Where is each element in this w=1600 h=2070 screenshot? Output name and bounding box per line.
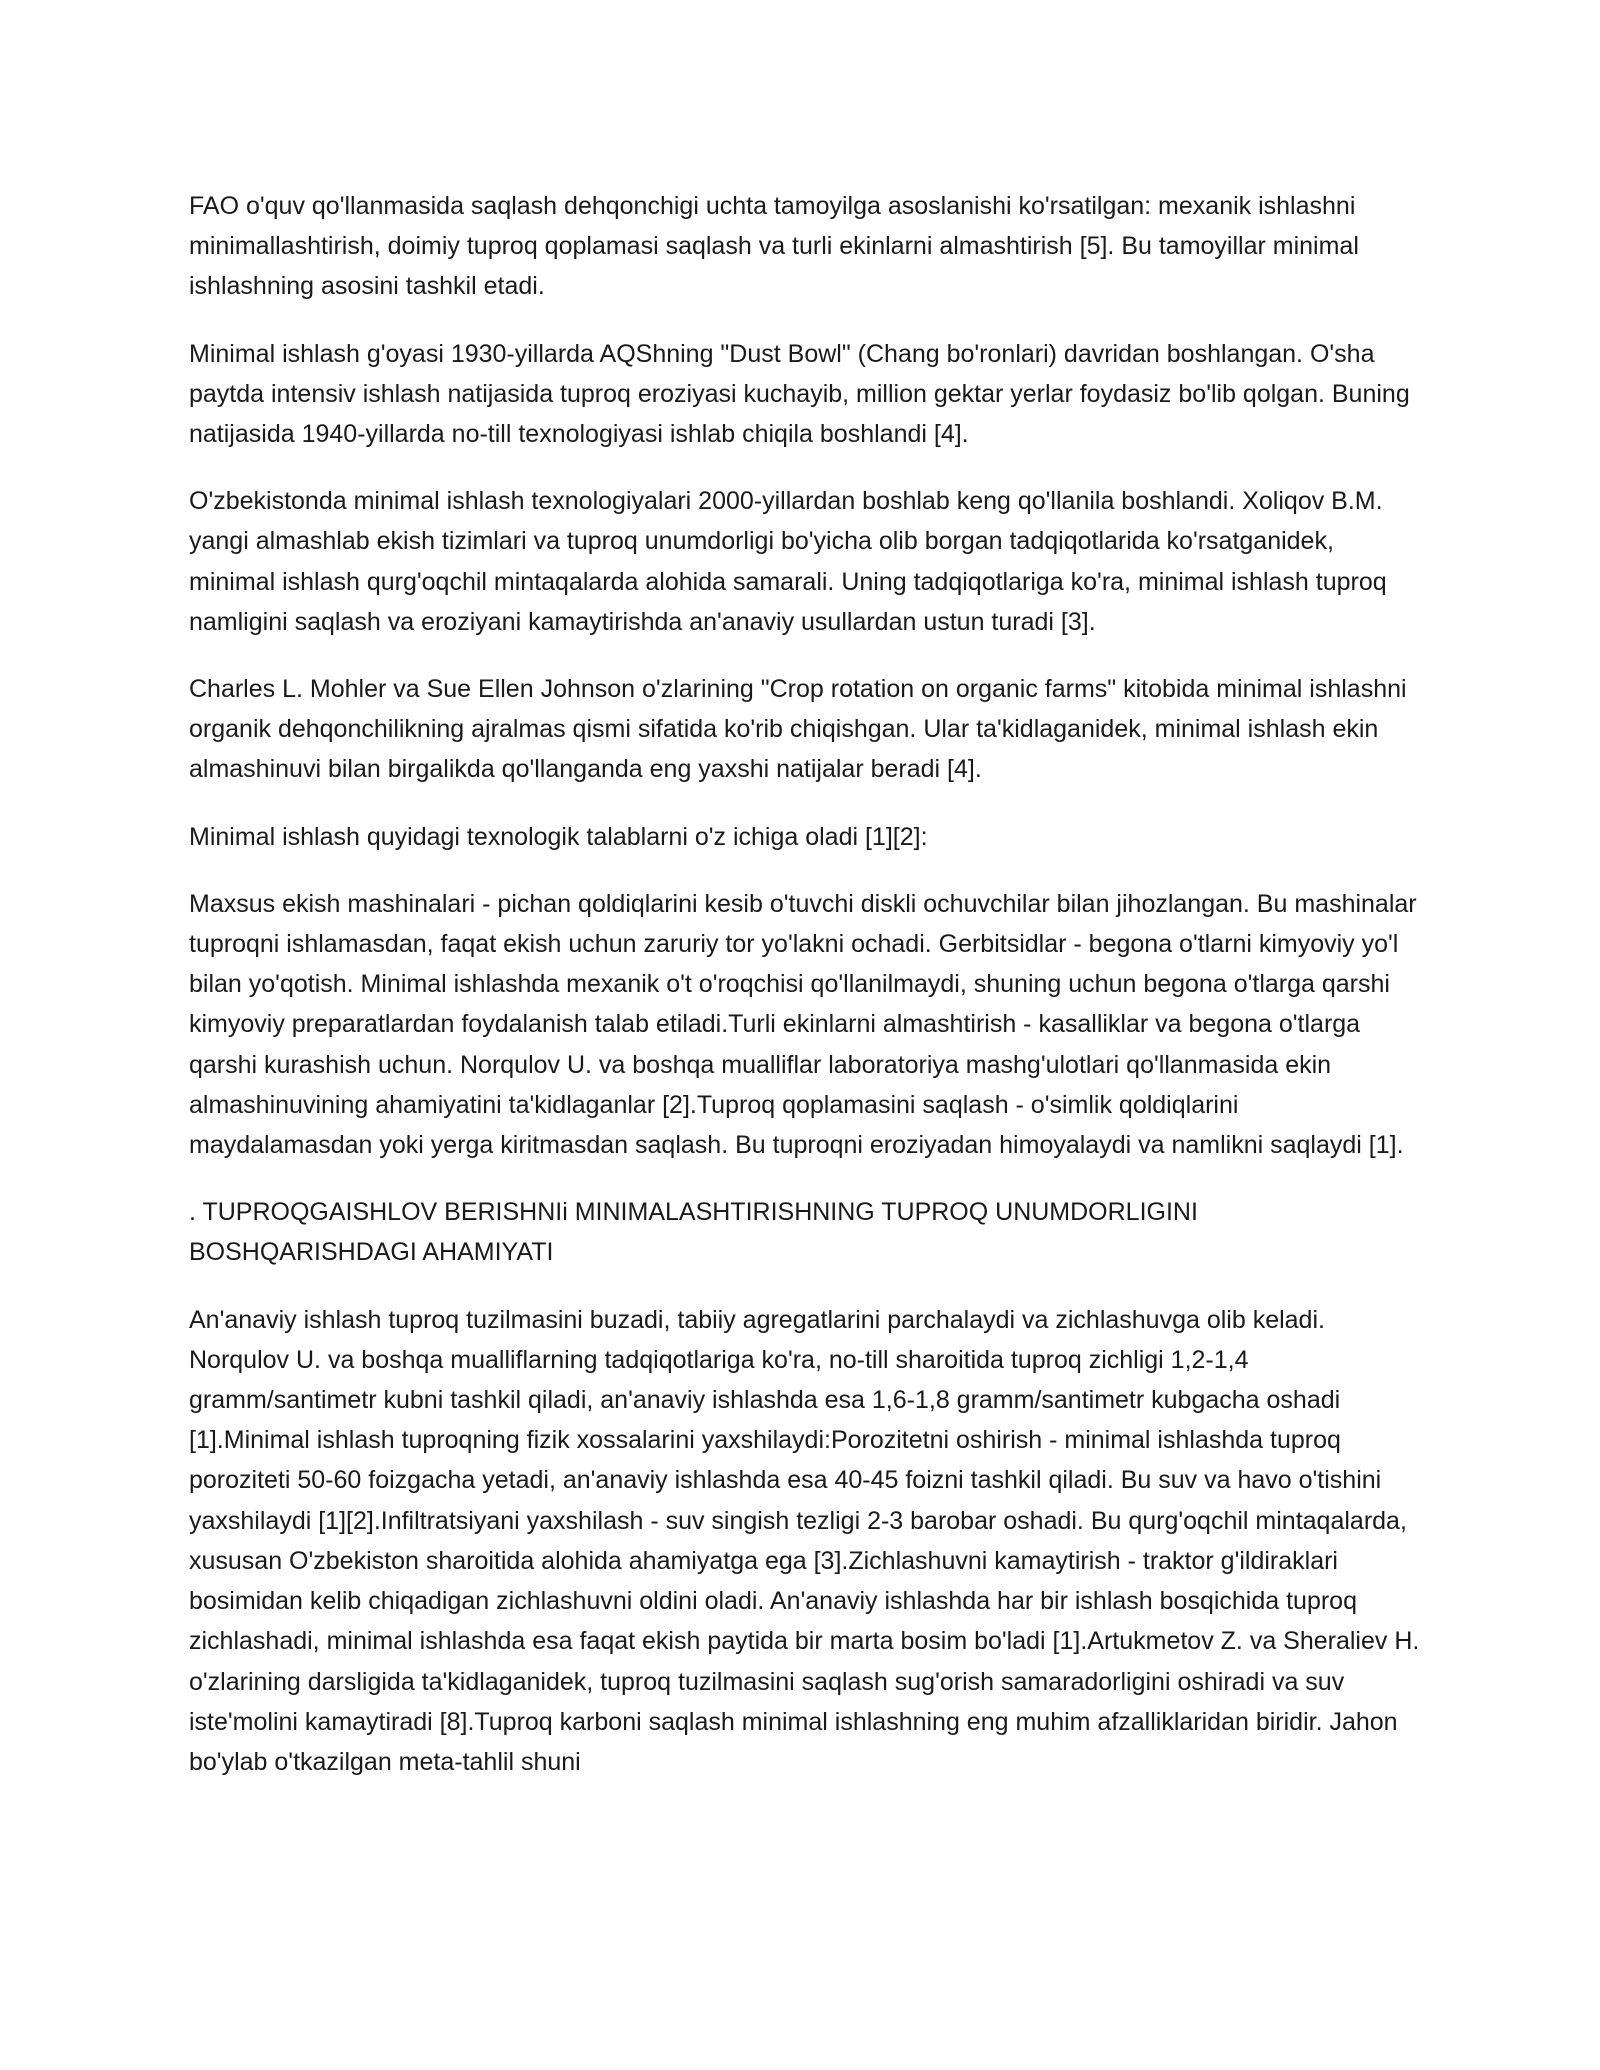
document-body: [189, 186, 1421, 1809]
section-heading: . TUPROQGAISHLOV BERISHNIi MINIMALASHTIRISHNING TUPROQ UNUMDORLIGINI BOSHQARISHDAGI AHAMIYATI: [189, 1198, 1198, 1267]
paragraph-mohler-johnson: Charles L. Mohler va Sue Ellen Johnson o'zlarining "Crop rotation on organic farms" kitobida minimal ishlashni organik dehqonchilikning ajralmas qismi sifatida ko'rib chiqishgan. Ular ta'kidlaganidek, minimal ishlash ekin almashinuvi bilan birgalikda qo'llanganda eng yaxshi natijalar beradi [4].: [189, 675, 1407, 784]
paragraph-soil-structure: An'anaviy ishlash tuproq tuzilmasini buzadi, tabiiy agregatlarini parchalaydi va zichlashuvga olib keladi. Norqulov U. va boshqa mualliflarning tadqiqotlariga ko'ra, no-till sharoitida tuproq zichligi 1,2-1,4 gramm/santimetr kubni tashkil qiladi, an'anaviy ishlashda esa 1,6-1,8 gramm/santimetr kubgacha oshadi [1].Minimal ishlash tuproqning fizik xossalarini yaxshilaydi:Porozitetni oshirish - minimal ishlashda tuproq poroziteti 50-60 foizgacha yetadi, an'anaviy ishlashda esa 40-45 foizni tashkil qiladi. Bu suv va havo o'tishini yaxshilaydi [1][2].Infiltratsiyani yaxshilash - suv singish tezligi 2-3 barobar oshadi. Bu qurg'oqchil mintaqalarda, xususan O'zbekiston sharoitida alohida ahamiyatga ega [3].Zichlashuvni kamaytirish - traktor g'ildiraklari bosimidan kelib chiqadigan zichlashuvni oldini oladi. An'anaviy ishlashda har bir ishlash bosqichida tuproq zichlashadi, minimal ishlashda esa faqat ekish paytida bir marta bosim bo'ladi [1].Artukmetov Z. va Sheraliev H. o'zlarining darsligida ta'kidlaganidek, tuproq tuzilmasini saqlash sug'orish samaradorligini oshiradi va suv iste'molini kamaytiradi [8].Tuproq karboni saqlash minimal ishlashning eng muhim afzalliklaridan biridir. Jahon bo'ylab o'tkazilgan meta-tahlil shuni: [189, 1305, 1420, 1776]
paragraph-fao-principles: FAO o'quv qo'llanmasida saqlash dehqonchigi uchta tamoyilga asoslanishi ko'rsatilgan: mexanik ishlashni minimallashtirish, doimiy tuproq qoplamasi saqlash va turli ekinlarni almashtirish [5]. Bu tamoyillar minimal ishlashning asosini tashkil etadi.: [189, 192, 1359, 301]
paragraph-technological-requirements: Maxsus ekish mashinalari - pichan qoldiqlarini kesib o'tuvchi diskli ochuvchilar bilan jihozlangan. Bu mashinalar tuproqni ishlamasdan, faqat ekish uchun zaruriy tor yo'lakni ochadi. Gerbitsidlar - begona o'tlarni kimyoviy yo'l bilan yo'qotish. Minimal ishlashda mexanik o't o'roqchisi qo'llanilmaydi, shuning uchun begona o'tlarga qarshi kimyoviy preparatlardan foydalanish talab etiladi.Turli ekinlarni almashtirish - kasalliklar va begona o'tlarga qarshi kurashish uchun. Norqulov U. va boshqa mualliflar laboratoriya mashg'ulotlari qo'llanmasida ekin almashinuvining ahamiyatini ta'kidlaganlar [2].Tuproq qoplamasini saqlash - o'simlik qoldiqlarini maydalamasdan yoki yerga kiritmasdan saqlash. Bu tuproqni eroziyadan himoyalaydi va namlikni saqlaydi [1].: [189, 889, 1417, 1160]
paragraph-dust-bowl-history: Minimal ishlash g'oyasi 1930-yillarda AQShning "Dust Bowl" (Chang bo'ronlari) davridan boshlangan. O'sha paytda intensiv ishlash natijasida tuproq eroziyasi kuchayib, million gektar yerlar foydasiz bo'lib qolgan. Buning natijasida 1940-yillarda no-till texnologiyasi ishlab chiqila boshlandi [4].: [189, 339, 1410, 449]
paragraph-technological-requirements-intro: Minimal ishlash quyidagi texnologik talablarni o'z ichiga oladi [1][2]:: [189, 822, 928, 851]
paragraph-uzbekistan-adoption: O'zbekistonda minimal ishlash texnologiyalari 2000-yillardan boshlab keng qo'llanila boshlandi. Xoliqov B.M. yangi almashlab ekish tizimlari va tuproq unumdorligi bo'yicha olib borgan tadqiqotlarida ko'rsatganidek, minimal ishlash qurg'oqchil mintaqalarda alohida samarali. Uning tadqiqotlariga ko'ra, minimal ishlash tuproq namligini saqlash va eroziyani kamaytirishda an'anaviy usullardan ustun turadi [3].: [189, 487, 1387, 636]
